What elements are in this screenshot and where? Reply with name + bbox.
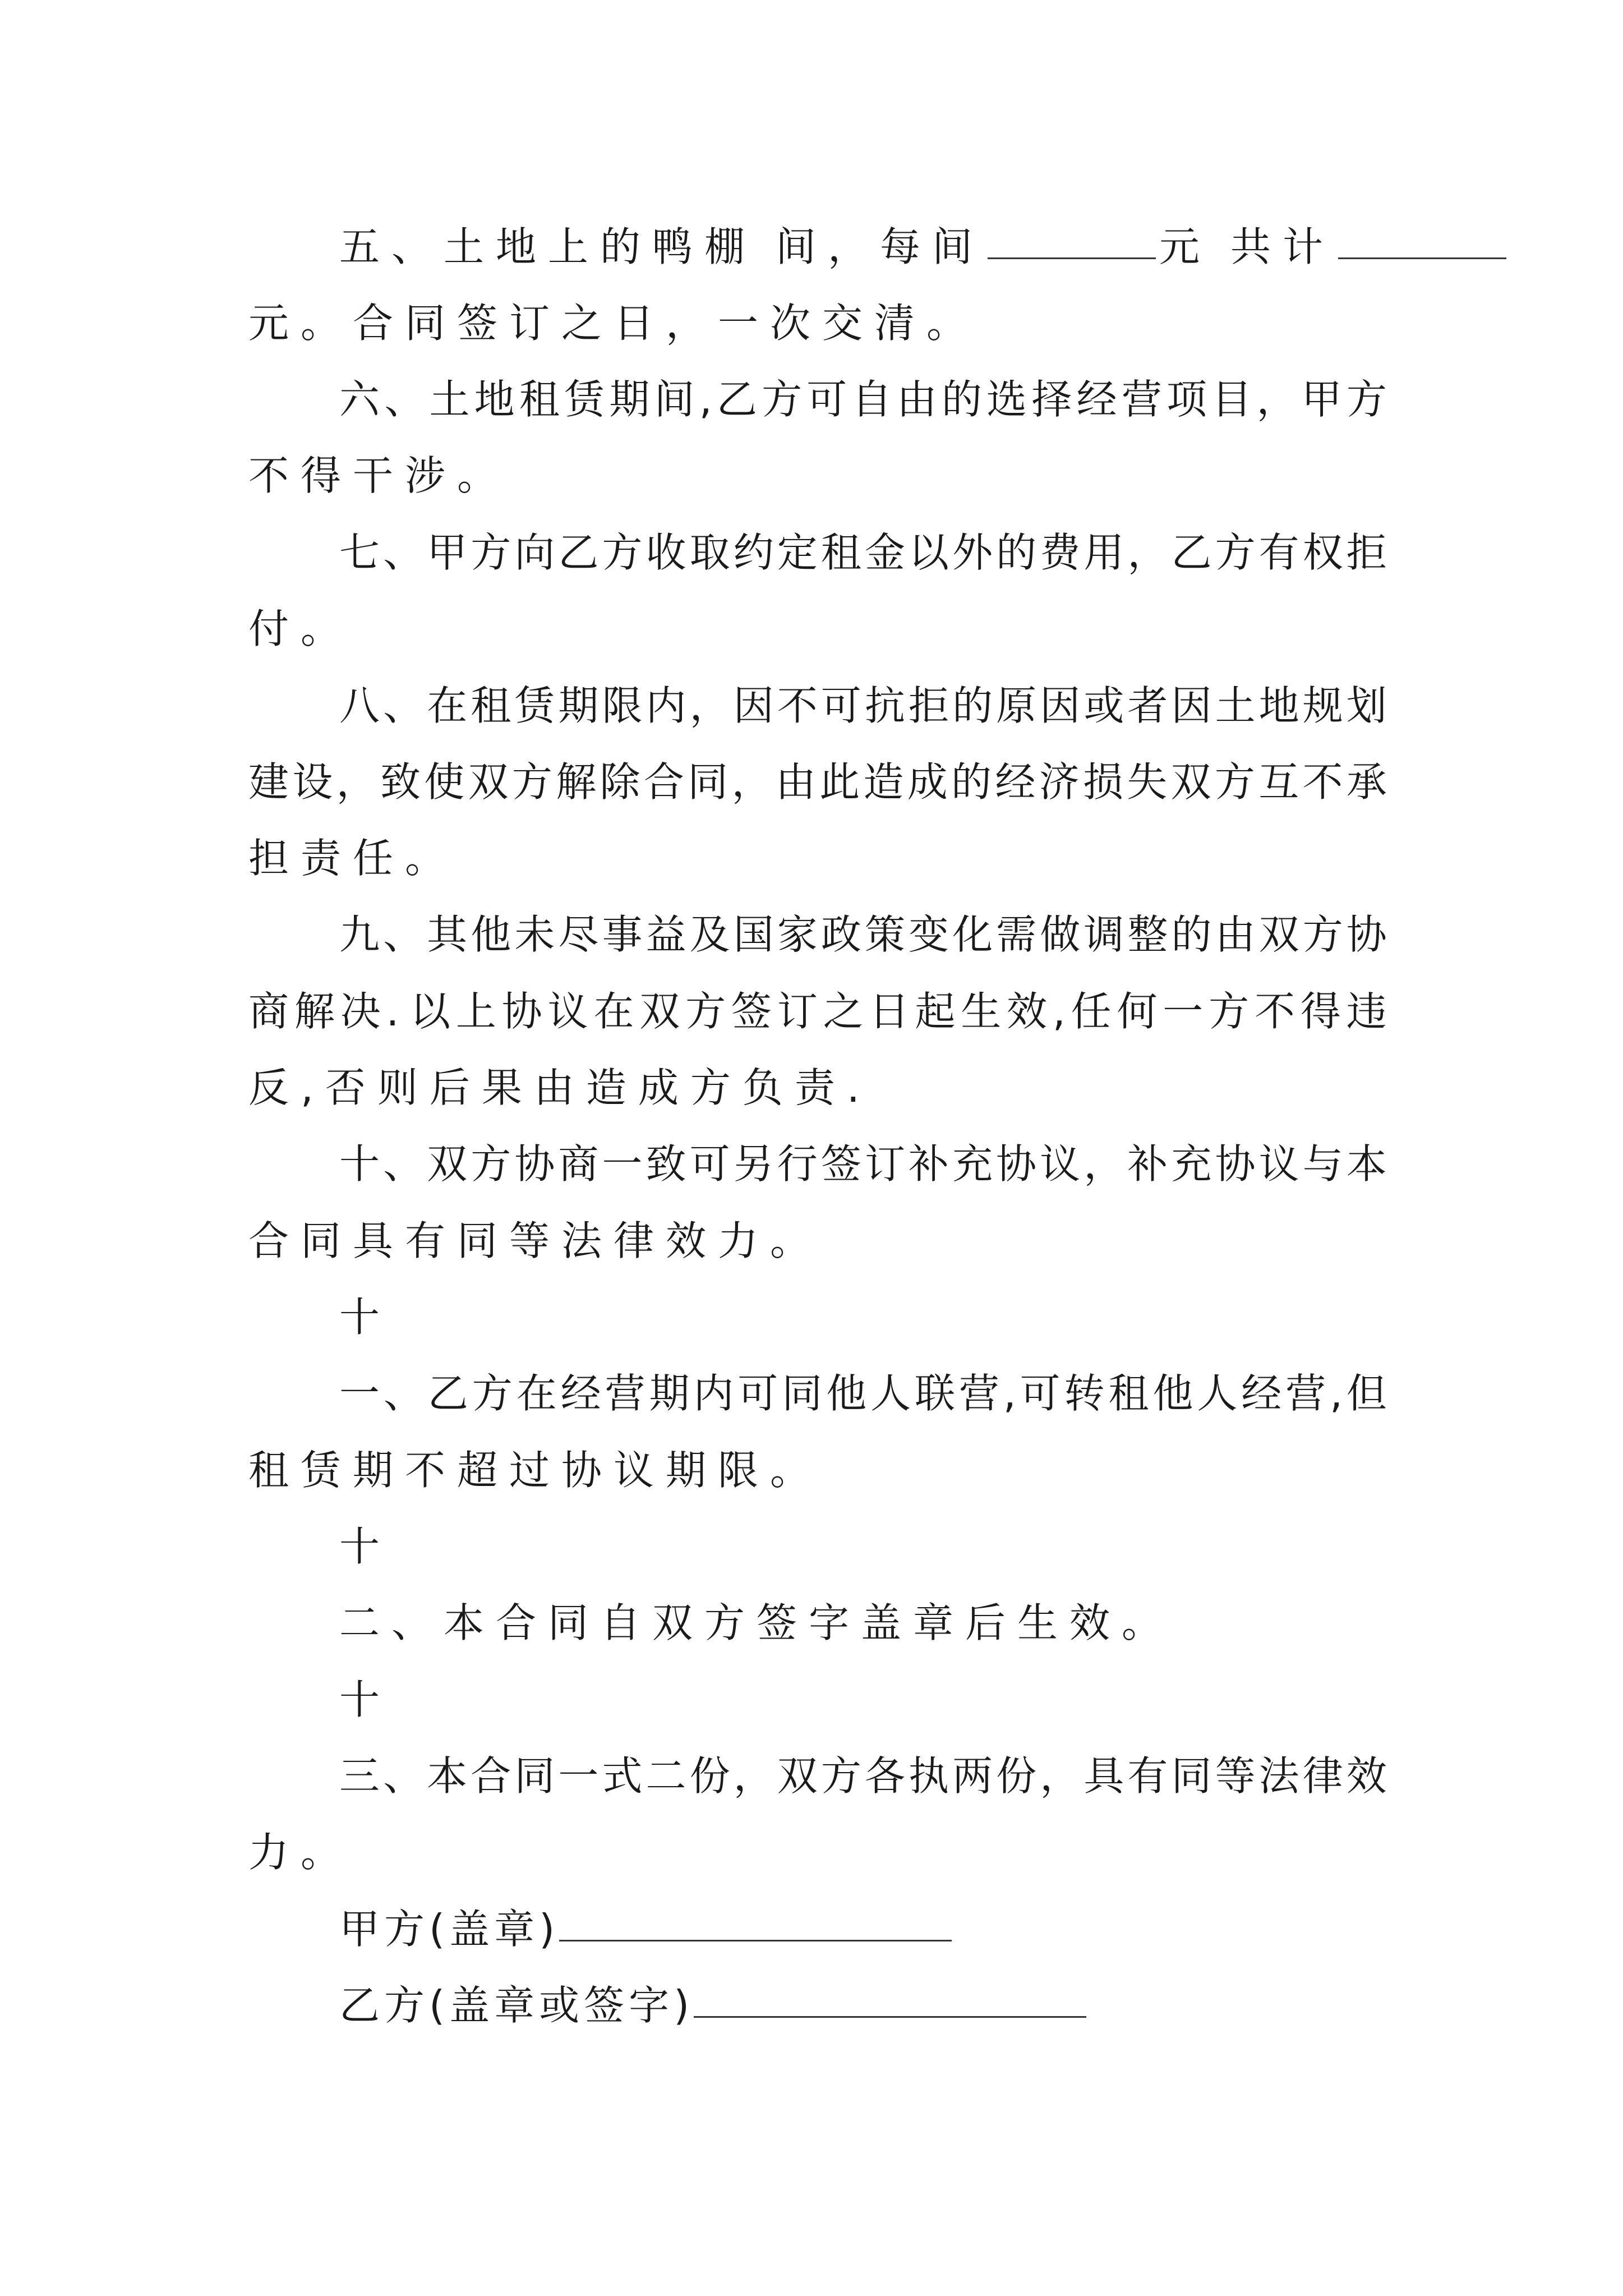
- party-b-label: 乙方(盖章或签字): [339, 1982, 694, 2029]
- clause-8-line-1: 八 、 在 租 赁 期 限 内 ， 因 不 可 抗 拒 的 原 因 或 者 因 土 地 规 划: [339, 682, 1387, 729]
- party-a-signature-line: [339, 1898, 1387, 1960]
- party-b-signature-blank: [694, 1975, 1086, 2018]
- clause-9-line-2: 商 解 决 . 以 上 协 议 在 双 方 签 订 之 日 起 生 效 , 任 何 一 方 不 得 违: [248, 988, 1387, 1035]
- clause-7-line-1: 七 、 甲 方 向 乙 方 收 取 约 定 租 金 以 外 的 费 用 ， 乙 方 有 权 拒: [339, 529, 1387, 576]
- clause-5-text-b: 间，每间: [776, 223, 985, 270]
- clause-9-line-1: 九 、 其 他 未 尽 事 益 及 国 家 政 策 变 化 需 做 调 整 的 由 双 方 协: [339, 911, 1387, 958]
- clause-7-line-2: 付。: [248, 605, 353, 652]
- party-b-signature-line: [339, 1975, 1387, 2036]
- clause-10-line-2: 合同具有同等法律效力。: [248, 1217, 823, 1264]
- clause-11-line-1: 一 、 乙 方 在 经 营 期 内 可 同 他 人 联 营 , 可 转 租 他 人 经 营 , 但: [339, 1370, 1387, 1417]
- clause-6-line-1: 六 、 土 地 租 赁 期 间 , 乙 方 可 自 由 的 选 择 经 营 项 目 ， 甲 方: [339, 376, 1387, 423]
- clause-5-line-2: 元。合同签订之日，一次交清。: [248, 300, 979, 347]
- party-a-signature-blank: [559, 1898, 952, 1941]
- clause-13-line-2: 力。: [248, 1829, 353, 1876]
- clause-8-line-2: 建 设 ， 致 使 双 方 解 除 合 同 ， 由 此 造 成 的 经 济 损 失 双 方 互 不 承: [248, 758, 1387, 806]
- clause-12-number: 十: [339, 1523, 392, 1570]
- clause-5-text-c: 元: [1159, 223, 1212, 270]
- clause-6-line-2: 不得干涉。: [248, 452, 510, 499]
- price-per-unit-blank: [988, 216, 1156, 259]
- clause-11-number: 十: [339, 1294, 392, 1341]
- clause-5-line-1: [339, 216, 1387, 278]
- clause-13-number: 十: [339, 1676, 392, 1723]
- clause-9-line-3: 反,否则后果由造成方负责.: [248, 1064, 872, 1111]
- clause-13-line-1: 三 、 本 合 同 一 式 二 份 ， 双 方 各 执 两 份 ， 具 有 同 等 法 律 效: [339, 1752, 1387, 1800]
- clause-5-text-a: 五、土地上的鸭棚: [339, 223, 757, 270]
- clause-11-line-2: 租赁期不超过协议期限。: [248, 1447, 823, 1494]
- total-amount-blank: [1338, 216, 1506, 259]
- clause-5-text-d: 共计: [1230, 223, 1335, 270]
- clause-12-line-1: 二、本合同自双方签字盖章后生效。: [339, 1599, 1174, 1646]
- clause-8-line-3: 担责任。: [248, 835, 458, 882]
- party-a-label: 甲方(盖章): [339, 1906, 560, 1953]
- clause-10-line-1: 十 、 双 方 协 商 一 致 可 另 行 签 订 补 充 协 议 ， 补 充 协 议 与 本: [339, 1140, 1387, 1188]
